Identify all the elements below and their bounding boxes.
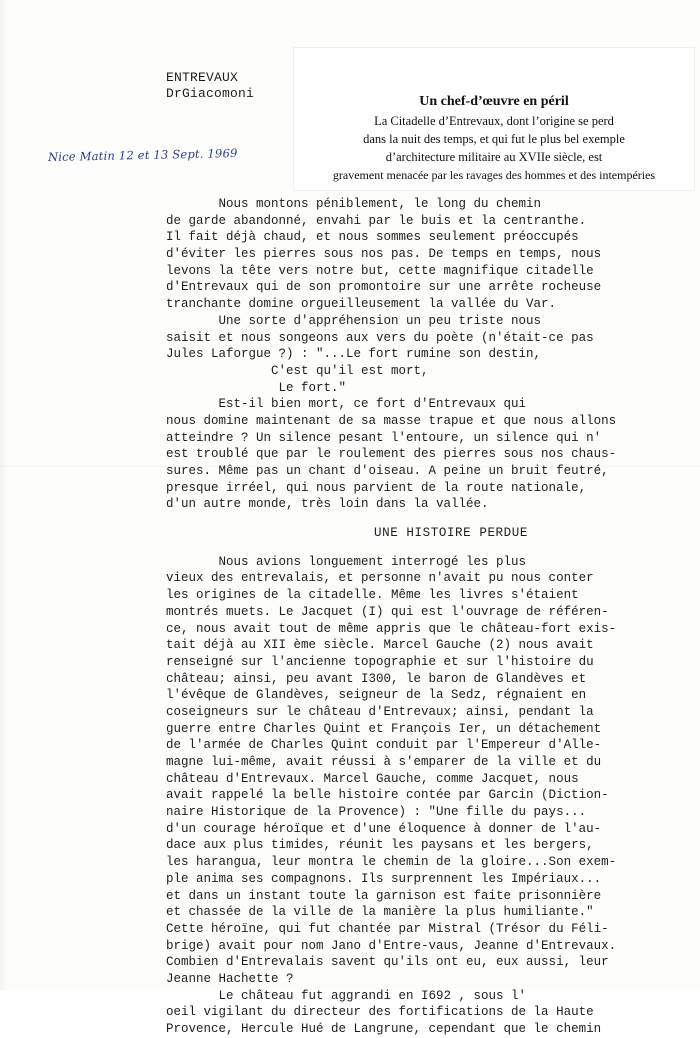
text-line: renseigné sur l'ancienne topographie et sur l'histoire du bbox=[166, 654, 594, 669]
article-body bbox=[166, 196, 696, 1038]
text-line: coseigneurs sur le château d'Entrevaux; ainsi, pendant la bbox=[166, 704, 594, 719]
newspaper-clipping bbox=[294, 48, 694, 190]
document-header bbox=[166, 70, 254, 102]
text-line: ple anima ses compagnons. Ils surprennent les Impériaux... bbox=[166, 871, 602, 886]
text-line: oeil vigilant du directeur des fortifications de la Haute bbox=[166, 1005, 594, 1020]
text-line: de garde abandonné, envahi par le buis et la centranthe. bbox=[166, 213, 587, 228]
text-line: d'Entrevaux qui de son promontoire sur une arrête rocheuse bbox=[166, 280, 602, 295]
text-line: Nous montons péniblement, le long du chemin bbox=[166, 197, 542, 211]
header-author: DrGiacomoni bbox=[166, 86, 255, 101]
text-line: nous domine maintenant de sa masse trapue et que nous allons bbox=[166, 413, 617, 428]
text-line: naire Historique de la Provence) : "Une fille du pays... bbox=[166, 805, 587, 820]
clipping-line: gravement menacée par les ravages des hommes et des intempéries bbox=[332, 168, 656, 182]
text-line: Nous avions longuement interrogé les plus bbox=[166, 554, 527, 569]
text-line: Combien d'Entrevalais savent qu'ils ont eu, eux aussi, leur bbox=[166, 955, 609, 970]
clipping-line: dans la nuit des temps, et qui fut le plus bel exemple bbox=[363, 132, 625, 146]
text-line: Jules Laforgue ?) : "...Le fort rumine son destin, bbox=[166, 347, 542, 362]
clipping-headline: Un chef-d’œuvre en péril bbox=[419, 94, 569, 109]
text-line: tait déjà au XII ème siècle. Marcel Gauche (2) nous avait bbox=[166, 638, 594, 653]
text-line: Il fait déjà chaud, et nous sommes seulement préoccupés bbox=[166, 230, 579, 245]
text-line: l'évêque de Glandèves, seigneur de la Sedz, régnaient en bbox=[166, 688, 587, 703]
text-line: dace aux plus timides, réunit les paysans et les bergers, bbox=[166, 838, 594, 853]
paragraph-intro bbox=[166, 196, 696, 513]
text-line: C'est qu'il est mort, bbox=[166, 363, 429, 378]
text-line: d'un courage héroïque et d'une éloquence à donner de l'au- bbox=[166, 821, 602, 836]
paper-edge-shadow bbox=[0, 0, 8, 990]
text-line: tranchante domine orgueilleusement la vallée du Var. bbox=[166, 297, 557, 312]
text-line: atteindre ? Un silence pesant l'entoure, un silence qui n' bbox=[166, 430, 602, 445]
text-line: Jeanne Hachette ? bbox=[166, 971, 294, 986]
text-line: saisit et nous songeons aux vers du poète (n'était-ce pas bbox=[166, 330, 594, 345]
text-line: montrés muets. Le Jacquet (I) qui est l'ouvrage de référen- bbox=[166, 604, 609, 619]
text-line: ce, nous avait tout de même appris que le château-fort exis- bbox=[166, 621, 617, 636]
text-line: Le château fut aggrandi en I692 , sous l' bbox=[166, 988, 527, 1003]
text-line: brige) avait pour nom Jano d'Entre-vaus, Jeanne d'Entrevaux. bbox=[166, 938, 617, 953]
text-line: et dans un instant toute la garnison est faite prisonnière bbox=[166, 888, 602, 903]
text-line: château d'Entrevaux. Marcel Gauche, comme Jacquet, nous bbox=[166, 771, 579, 786]
text-line: guerre entre Charles Quint et François Ier, un détachement bbox=[166, 721, 602, 736]
text-line: les origines de la citadelle. Même les livres s'étaient bbox=[166, 588, 579, 603]
text-line: Est-il bien mort, ce fort d'Entrevaux qui bbox=[166, 397, 527, 412]
section-heading: UNE HISTOIRE PERDUE bbox=[374, 526, 528, 541]
handwritten-source-note: Nice Matin 12 et 13 Sept. 1969 bbox=[47, 146, 238, 164]
text-line: château; ainsi, peu avant I300, le baron de Glandèves et bbox=[166, 671, 587, 686]
text-line: et chassée de la ville de la manière la plus humiliante." bbox=[166, 905, 594, 920]
text-line: presque irréel, qui nous parvient de la route nationale, bbox=[166, 480, 587, 495]
paragraph-history bbox=[166, 554, 696, 1038]
text-line: Provence, Hercule Hué de Langrune, cependant que le chemin bbox=[166, 1022, 602, 1036]
text-line: de l'armée de Charles Quint conduit par l'Empereur d'Alle- bbox=[166, 738, 602, 753]
text-line: avait rappelé la belle histoire contée par Garcin (Diction- bbox=[166, 788, 609, 803]
text-line: vieux des entrevalais, et personne n'avait pu nous conter bbox=[166, 571, 594, 586]
text-line: les harangua, leur montra le chemin de la gloire...Son exem- bbox=[166, 855, 617, 870]
header-place: ENTREVAUX bbox=[166, 70, 239, 85]
text-line: Une sorte d'appréhension un peu triste nous bbox=[166, 313, 542, 328]
text-line: levons la tête vers notre but, cette magnifique citadelle bbox=[166, 263, 594, 278]
clipping-line: d’architecture militaire au XVIIe siècle, est bbox=[385, 150, 603, 164]
clipping-line: La Citadelle d’Entrevaux, dont l’origine se perd bbox=[374, 114, 614, 128]
text-line: d'éviter les pierres sous nos pas. De temps en temps, nous bbox=[166, 247, 602, 262]
text-line: Cette héroïne, qui fut chantée par Mistral (Trésor du Féli- bbox=[166, 921, 609, 936]
text-line: sures. Même pas un chant d'oiseau. A peine un bruit feutré, bbox=[166, 464, 609, 478]
text-line: magne lui-même, avait réussi à s'emparer de la ville et du bbox=[166, 755, 602, 769]
text-line: Le fort." bbox=[166, 380, 347, 395]
text-line: est troublé que par le roulement des pierres sous nos chaus- bbox=[166, 447, 617, 462]
text-line: d'un autre monde, très loin dans la vallée. bbox=[166, 497, 489, 512]
